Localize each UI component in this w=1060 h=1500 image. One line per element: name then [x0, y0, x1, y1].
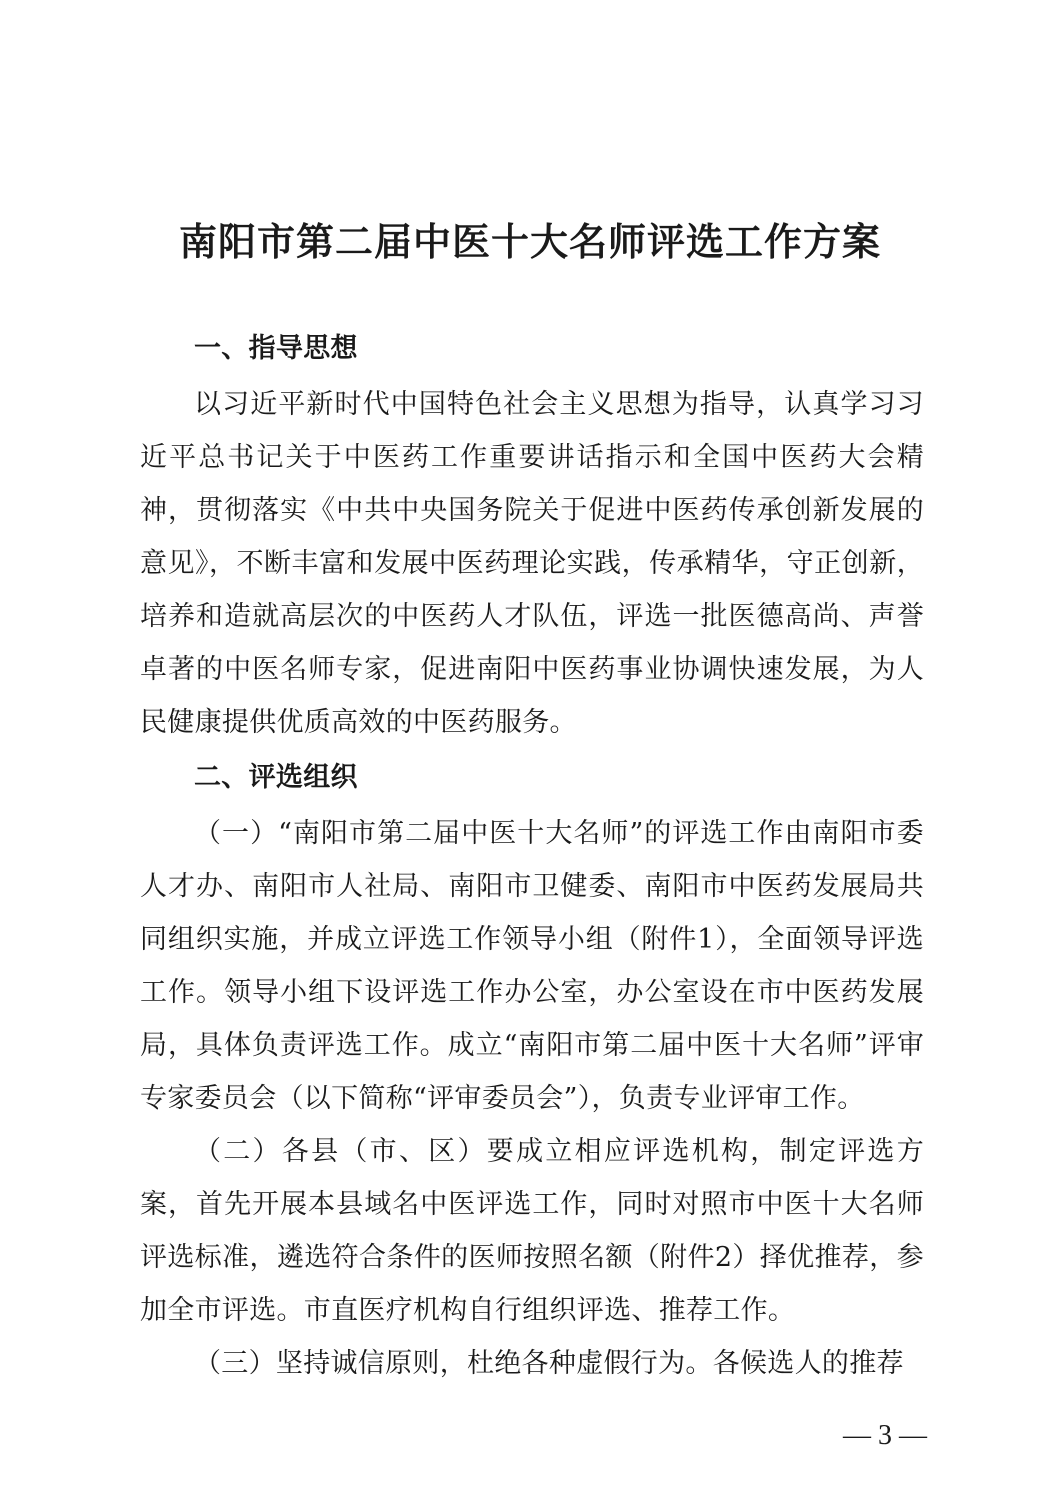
document-title: 南阳市第二届中医十大名师评选工作方案 [178, 219, 881, 264]
paragraph-guiding-ideology: 以习近平新时代中国特色社会主义思想为指导，认真学习习近平总书记关于中医药工作重要讲话指示和全国中医药大会精神，贯彻落实《中共中央国务院关于促进中医药传承创新发展的意见》，不断丰富和发展中医药理论实践，传承精华，守正创新，培养和造就高层次的中医药人才队伍，评选一批医德高尚、声誉卓著的中医名师专家，促进南阳中医药事业协调快速发展，为人民健康提供优质高效的中医药服务。 [140, 389, 924, 738]
paragraph-organization-2: （二）各县（市、区）要成立相应评选机构，制定评选方案，首先开展本县域名中医评选工作，同时对照市中医十大名师评选标准，遴选符合条件的医师按照名额（附件2）择优推荐，参加全市评选。市直医疗机构自行组织评选、推荐工作。 [140, 1136, 924, 1326]
section-heading-organization: 二、评选组织 [194, 762, 358, 793]
paragraph-organization-3: （三）坚持诚信原则，杜绝各种虚假行为。各候选人的推荐 [194, 1348, 904, 1379]
section-heading-guiding-ideology: 一、指导思想 [194, 333, 358, 364]
document-body [140, 320, 924, 1390]
page-number: — 3 — [843, 1420, 927, 1451]
paragraph-organization-1: （一）“南阳市第二届中医十大名师”的评选工作由南阳市委人才办、南阳市人社局、南阳市卫健委、南阳市中医药发展局共同组织实施，并成立评选工作领导小组（附件1），全面领导评选工作。领导小组下设评选工作办公室，办公室设在市中医药发展局，具体负责评选工作。成立“南阳市第二届中医十大名师”评审专家委员会（以下简称“评审委员会”），负责专业评审工作。 [140, 818, 924, 1114]
